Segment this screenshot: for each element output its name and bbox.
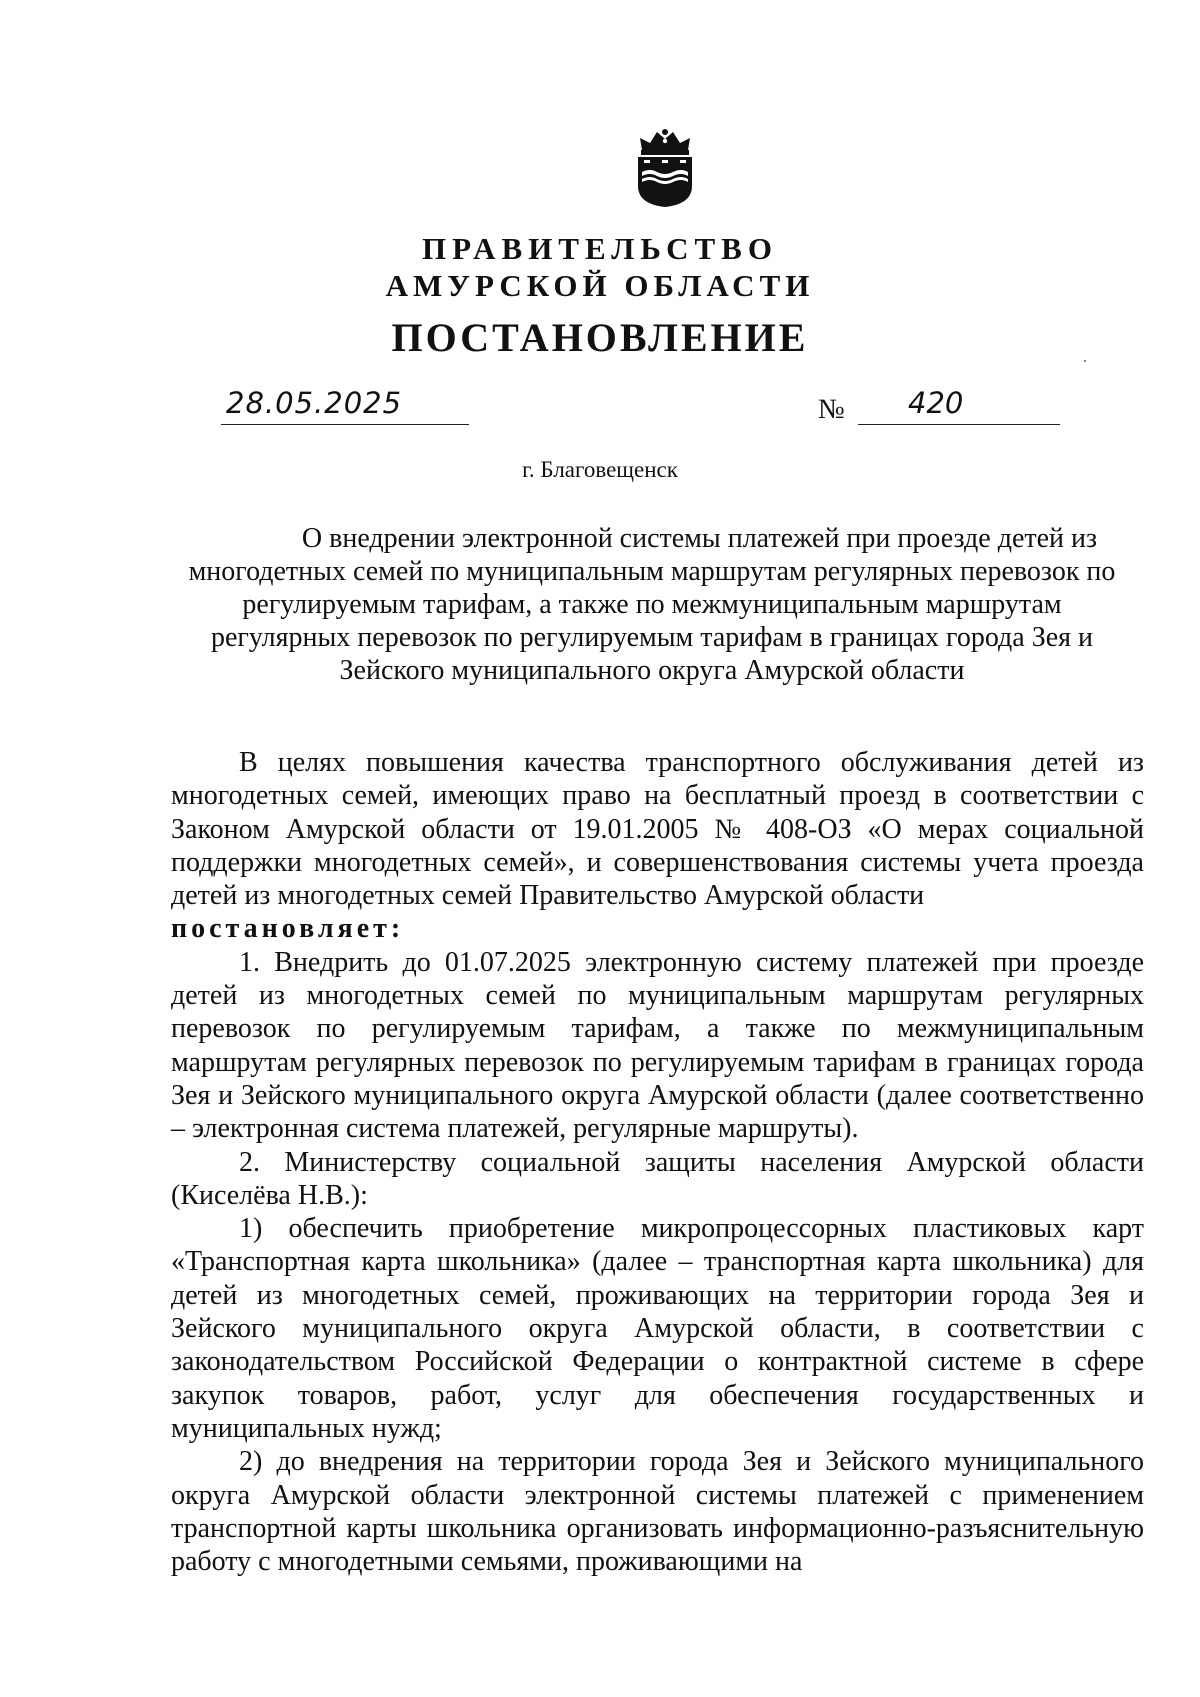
title-line: О внедрении электронной системы платежей при проезде детей из <box>301 523 1098 554</box>
item-2-1-paragraph: 1) обеспечить приобретение микропроцессорных пластиковых карт «Транспортная карта школьника» (далее – транспортная карта школьника) для детей из многодетных семей, проживающих на территории города Зея и Зейского муниципального округа Амурской области, в соответствии с законодательством Российской Федерации о контрактной системе в сфере закупок товаров, работ, услуг для обеспечения государственных и муниципальных нужд; <box>171 1213 1144 1444</box>
handwritten-date: 28.05.2025 <box>226 386 403 420</box>
resolves-line <box>171 912 1144 945</box>
item-2-paragraph: 2. Министерству социальной защиты населения Амурской области (Киселёва Н.В.): <box>171 1146 1144 1211</box>
title-line: Зейского муниципального округа Амурской области <box>339 655 965 686</box>
item-1-paragraph: 1. Внедрить до 01.07.2025 электронную систему платежей при проезде детей из многодетных семей по муниципальным маршрутам регулярных перевозок по регулируемым тарифам, а также по межмуниципальным маршрутам регулярных перевозок по регулируемым тарифам в границах города Зея и Зейского муниципального округа Амурской области (далее соответственно – электронная система платежей, регулярные маршруты). <box>171 946 1144 1145</box>
number-sign: № <box>818 394 845 425</box>
resolves-word: постановляет: <box>171 913 405 945</box>
handwritten-number: 420 <box>908 386 964 420</box>
title-line: многодетных семей по муниципальным маршрутам регулярных перевозок по <box>188 556 1116 587</box>
government-name-line2: АМУРСКОЙ ОБЛАСТИ <box>385 268 815 303</box>
document-title <box>170 522 1134 687</box>
city-line: г. Благовещенск <box>522 457 678 482</box>
preamble-paragraph: В целях повышения качества транспортного обслуживания детей из многодетных семей, имеющих право на бесплатный проезд в соответствии с Законом Амурской области от 19.01.2005 № 408-ОЗ «О мерах социальной поддержки многодетных семей», и совершенствования системы учета проезда детей из многодетных семей Правительство Амурской области <box>171 747 1144 912</box>
scan-speck <box>1084 360 1086 362</box>
title-line: регулируемым тарифам, а также по межмуниципальным маршрутам <box>242 589 1062 620</box>
title-line: регулярных перевозок по регулируемым тарифам в границах города Зея и <box>210 622 1094 653</box>
date-underline <box>221 424 469 425</box>
government-name-line1: ПРАВИТЕЛЬСТВО <box>422 231 778 266</box>
number-underline <box>858 424 1060 425</box>
coat-of-arms-emblem <box>630 126 700 208</box>
item-2-2-paragraph: 2) до внедрения на территории города Зея и Зейского муниципального округа Амурской области электронной системы платежей с применением транспортной карты школьника организовать информационно-разъяснительную работу с многодетными семьями, проживающими на <box>171 1446 1144 1578</box>
document-type-heading: ПОСТАНОВЛЕНИЕ <box>391 315 809 360</box>
document-body <box>171 746 1144 1578</box>
